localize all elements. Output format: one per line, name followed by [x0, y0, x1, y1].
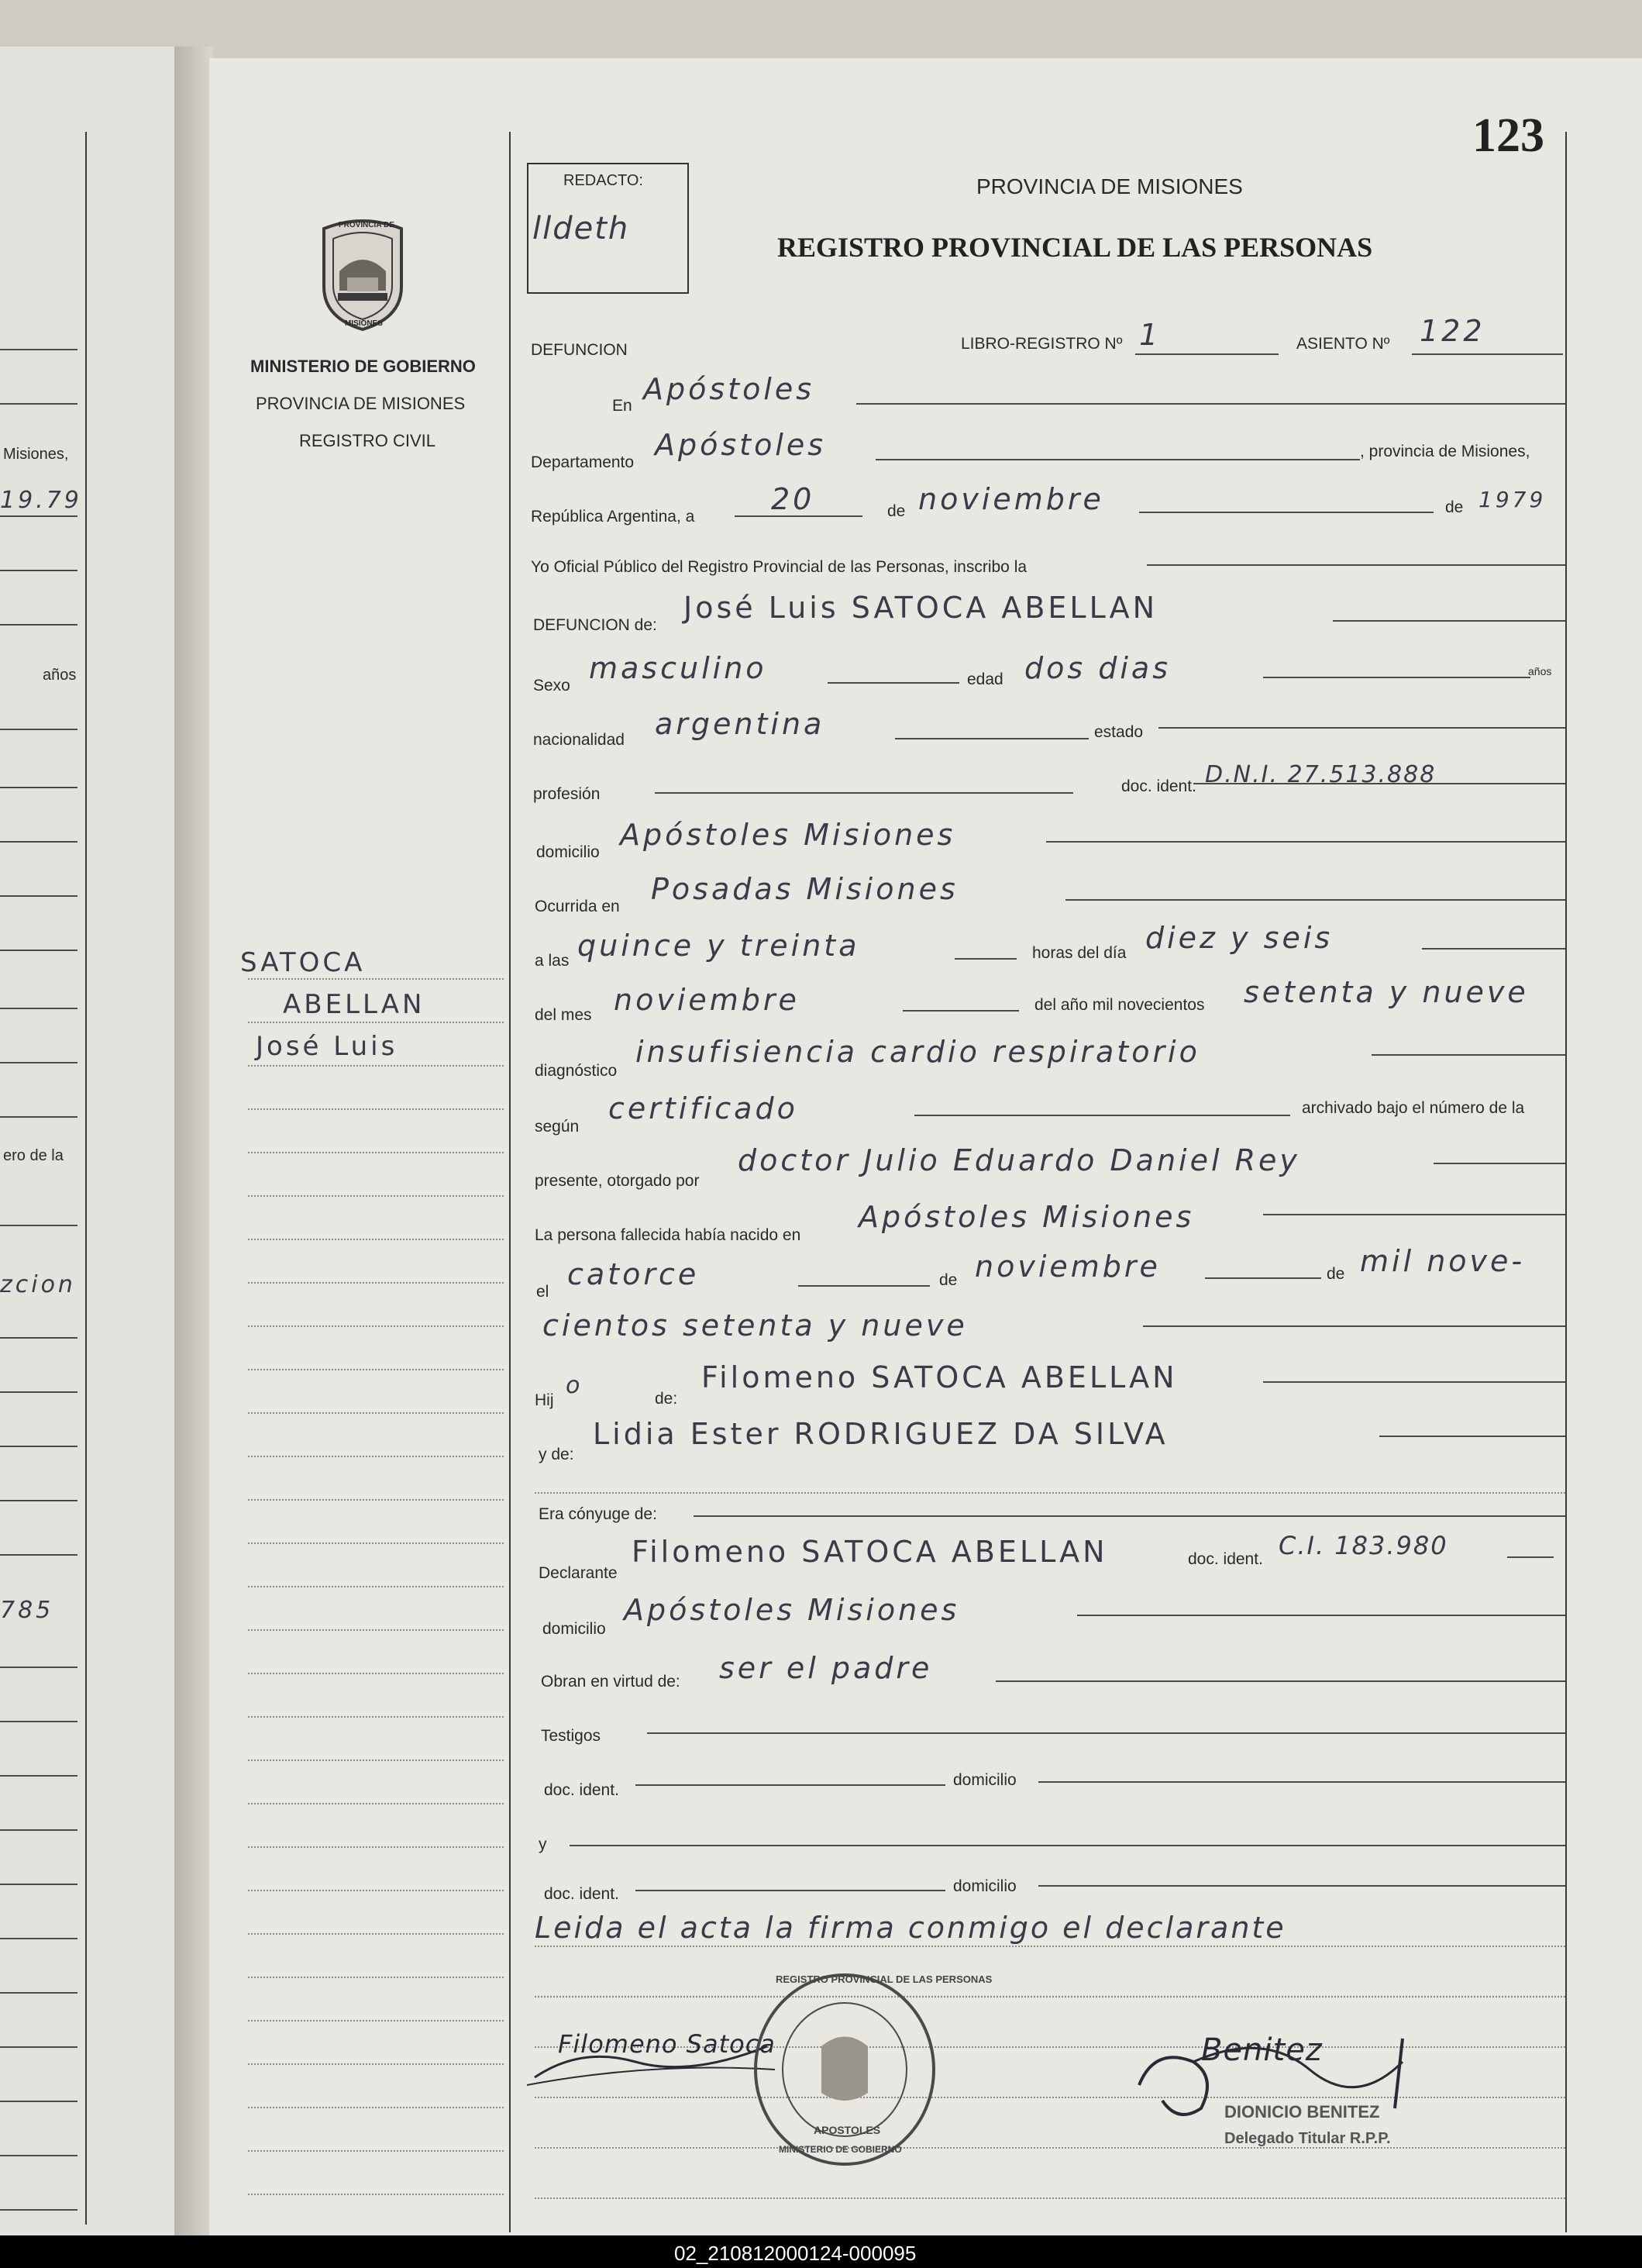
left-num85: 785: [0, 1597, 54, 1624]
nacionalidad-label: nacionalidad: [533, 731, 625, 749]
mother-name: Lidia Ester RODRIGUEZ DA SILVA: [593, 1417, 1169, 1451]
provincia-suffix: , provincia de Misiones,: [1360, 443, 1530, 460]
closing-line: Leida el acta la firma conmigo el declarante: [535, 1911, 1286, 1945]
ano-value: setenta y nueve: [1244, 975, 1529, 1009]
republica-label: República Argentina, a: [531, 508, 695, 526]
defuncion-heading: DEFUNCION: [531, 341, 628, 359]
father-name: Filomeno SATOCA ABELLAN: [701, 1360, 1178, 1394]
departamento-label: Departamento: [531, 453, 635, 471]
redacto-label: REDACTO:: [563, 172, 643, 189]
presente-value: doctor Julio Eduardo Daniel Rey: [738, 1143, 1300, 1177]
de1-value: noviembre: [975, 1249, 1161, 1284]
segun-label: según: [535, 1118, 580, 1136]
de-year-label: de: [1445, 498, 1464, 516]
official-name: DIONICIO BENITEZ: [1224, 2102, 1380, 2122]
domicilio-value: Apóstoles Misiones: [620, 818, 956, 852]
left-anos: años: [43, 667, 77, 684]
seal-bottom-text: APOSTOLES: [814, 2124, 881, 2136]
y-de-label: y de:: [539, 1446, 574, 1463]
month-value: noviembre: [918, 482, 1104, 516]
nacionalidad-value: argentina: [655, 707, 825, 741]
diagnostico-label: diagnóstico: [535, 1062, 618, 1080]
redacto-handwritten: lldeth: [532, 211, 630, 246]
redacto-box: [527, 163, 689, 294]
seal-ring-text: REGISTRO PROVINCIAL DE LAS PERSONAS: [776, 1973, 993, 1985]
domicilio-label: domicilio: [536, 843, 600, 861]
defuncion-de-label: DEFUNCION de:: [533, 616, 657, 634]
official-signature-text: Benitez: [1201, 2032, 1323, 2068]
libro-value: 1: [1139, 318, 1162, 352]
edad-label: edad: [967, 670, 1003, 688]
hora-value: quince y treinta: [577, 929, 860, 963]
diagnostico-value: insufisiencia cardio respiratorio: [635, 1035, 1200, 1069]
horas-dia-label: horas del día: [1032, 944, 1127, 962]
asiento-label: ASIENTO Nº: [1296, 335, 1390, 353]
archivado-label: archivado bajo el número de la: [1302, 1099, 1525, 1117]
libro-label: LIBRO-REGISTRO Nº: [961, 335, 1123, 353]
testigos-label: Testigos: [541, 1727, 601, 1745]
margin-rule: [509, 132, 511, 2232]
de1-label: de: [939, 1271, 958, 1289]
declarante-label: Declarante: [539, 1564, 618, 1582]
left-page-rule: [85, 132, 87, 2225]
dom1-label: domicilio: [953, 1771, 1017, 1789]
hij-de-label: de:: [655, 1390, 678, 1408]
domicilio2-label: domicilio: [542, 1620, 606, 1638]
departamento-value: Apóstoles: [655, 428, 827, 462]
del-ano-label: del año mil novecientos: [1034, 996, 1205, 1014]
hij-label: Hij: [535, 1391, 554, 1409]
sexo-label: Sexo: [533, 677, 570, 695]
gutter-shadow: [174, 47, 213, 2240]
dom2-label: domicilio: [953, 1877, 1017, 1895]
nacido-label: La persona fallecida había nacido en: [535, 1226, 801, 1244]
doc1-label: doc. ident.: [544, 1781, 619, 1799]
ministry-line2: PROVINCIA DE MISIONES: [256, 394, 466, 413]
domicilio2-value: Apóstoles Misiones: [624, 1593, 960, 1627]
footer-id: 02_210812000124-000095: [674, 2242, 917, 2265]
header-province: PROVINCIA DE MISIONES: [976, 174, 1243, 198]
edad-value: dos dias: [1024, 651, 1172, 685]
header-registry: REGISTRO PROVINCIAL DE LAS PERSONAS: [777, 232, 1373, 263]
declarante-doc-label: doc. ident.: [1188, 1550, 1263, 1568]
dia-value: diez y seis: [1145, 921, 1334, 955]
deceased-name: José Luis SATOCA ABELLAN: [683, 591, 1158, 625]
coat-of-arms-emblem: [316, 217, 409, 333]
de2-value: mil nove-: [1360, 1244, 1526, 1278]
declarante-doc-value: C.I. 183.980: [1279, 1531, 1448, 1560]
oficial-text: Yo Oficial Público del Registro Provincial de las Personas, inscribo la: [531, 558, 1028, 576]
ocurrida-value: Posadas Misiones: [651, 872, 959, 906]
anos-label: años: [1528, 665, 1552, 677]
declarant-signature-text: Filomeno Satoca: [558, 2029, 776, 2059]
ministry-line3: REGISTRO CIVIL: [299, 431, 436, 450]
hij-suffix: o: [566, 1372, 583, 1399]
left-misiones: Misiones,: [3, 446, 69, 463]
de2-label: de: [1327, 1265, 1345, 1283]
mes-value: noviembre: [614, 983, 800, 1017]
official-title: Delegado Titular R.P.P.: [1224, 2130, 1391, 2147]
obran-label: Obran en virtud de:: [541, 1673, 680, 1691]
sexo-value: masculino: [589, 651, 767, 685]
estado-label: estado: [1094, 723, 1144, 741]
asiento-value: 122: [1420, 314, 1485, 348]
margin-surname2: ABELLAN: [283, 989, 425, 1020]
en-value: Apóstoles: [643, 372, 815, 406]
doc-ident-value: D.N.I. 27.513.888: [1205, 761, 1437, 788]
el-value: catorce: [567, 1257, 700, 1291]
margin-given-name: José Luis: [256, 1031, 398, 1062]
year-value: 1979: [1478, 487, 1547, 512]
conyuge-label: Era cónyuge de:: [539, 1505, 657, 1523]
profesion-label: profesión: [533, 785, 601, 803]
del-mes-label: del mes: [535, 1006, 592, 1024]
registry-round-seal: [748, 1969, 993, 2170]
left-year: 19.79: [0, 487, 82, 514]
page-number: 123: [1472, 109, 1544, 162]
doc2-label: doc. ident.: [544, 1885, 619, 1903]
de-label: de: [887, 502, 906, 520]
en-label: En: [612, 397, 632, 415]
doc-ident-label: doc. ident.: [1121, 777, 1196, 795]
el-label: el: [536, 1283, 549, 1301]
y-label: y: [539, 1835, 547, 1853]
left-zcion: zcion: [0, 1271, 76, 1298]
a-las-label: a las: [535, 952, 570, 970]
left-numero: ero de la: [3, 1147, 64, 1164]
day-value: 20: [771, 482, 815, 516]
seal-bottom2-text: MINISTERIO DE GOBIERNO: [779, 2144, 902, 2155]
obran-value: ser el padre: [719, 1651, 933, 1685]
ocurrida-label: Ocurrida en: [535, 898, 620, 915]
right-rule: [1565, 132, 1567, 2232]
backdrop-top: [0, 0, 1642, 62]
arms-text-top: PROVINCIA DE: [339, 221, 394, 229]
cientos-value: cientos setenta y nueve: [542, 1308, 968, 1343]
ministry-line1: MINISTERIO DE GOBIERNO: [250, 357, 476, 376]
arms-text-bottom: MISIONES: [345, 319, 383, 328]
declarante-value: Filomeno SATOCA ABELLAN: [632, 1535, 1108, 1569]
left-page: [0, 47, 178, 2240]
footer-bar: [0, 2235, 1642, 2268]
segun-value: certificado: [608, 1091, 798, 1125]
nacido-value: Apóstoles Misiones: [859, 1200, 1195, 1234]
margin-surname: SATOCA: [240, 947, 366, 978]
presente-label: presente, otorgado por: [535, 1172, 700, 1190]
